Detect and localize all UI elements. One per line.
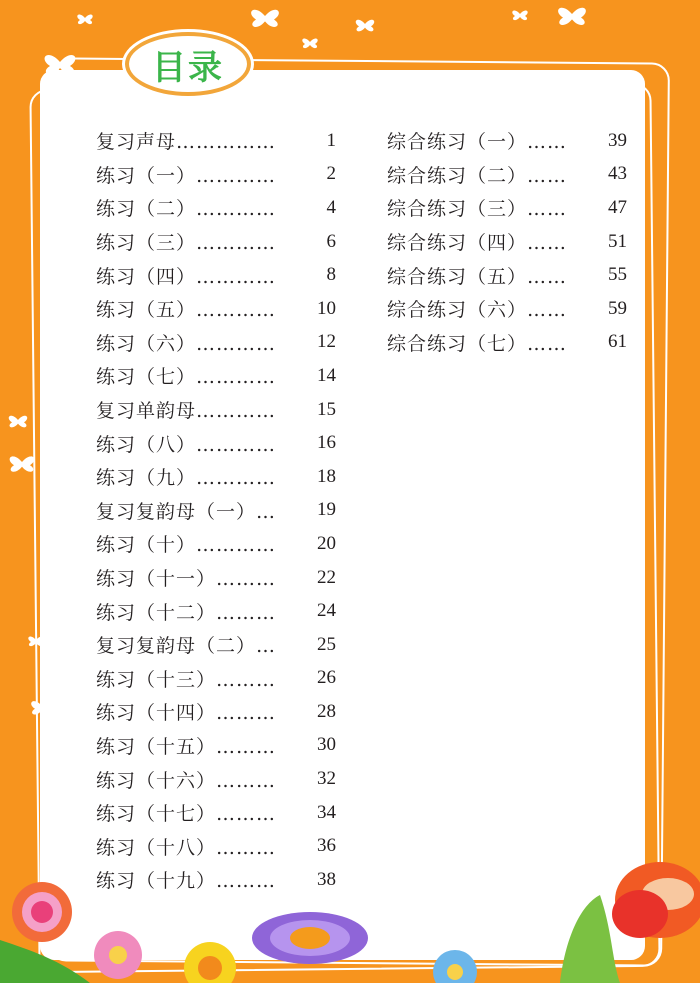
toc-entry-label: 练习（十九）……… — [96, 870, 277, 893]
toc-entry[interactable] — [96, 359, 336, 393]
toc-entry-label: 练习（四）………… — [96, 265, 277, 288]
toc-entry[interactable] — [96, 460, 336, 494]
toc-entry-page-number: 12 — [317, 331, 336, 353]
toc-entry-label: 综合练习（五）…… — [387, 265, 568, 288]
toc-entry-page-number: 32 — [317, 768, 336, 790]
toc-entry-page-number: 36 — [317, 835, 336, 857]
toc-entry-label: 练习（一）………… — [96, 164, 277, 187]
toc-entry-page-number: 8 — [326, 264, 336, 286]
toc-entry-page-number: 38 — [317, 868, 336, 890]
title-badge — [125, 32, 251, 96]
toc-entry-label: 复习复韵母（一）… — [96, 500, 277, 523]
toc-entry-page-number: 30 — [317, 734, 336, 756]
toc-entry-label: 练习（十）………… — [96, 534, 277, 557]
toc-entry-page-number: 20 — [317, 532, 336, 554]
toc-entry-page-number: 4 — [326, 196, 336, 218]
toc-entry-page-number: 10 — [317, 297, 336, 319]
toc-entry[interactable] — [96, 426, 336, 460]
toc-entry[interactable] — [96, 527, 336, 561]
toc-entry-label: 练习（十一）……… — [96, 568, 277, 591]
toc-column-left — [96, 124, 336, 897]
toc-entry-label: 练习（五）………… — [96, 299, 277, 322]
toc-entry[interactable] — [96, 662, 336, 696]
toc-entry-label: 综合练习（四）…… — [387, 232, 568, 255]
toc-entry[interactable] — [96, 796, 336, 830]
toc-entry-label: 练习（十三）……… — [96, 668, 277, 691]
toc-entry-label: 综合练习（六）…… — [387, 299, 568, 322]
toc-entry[interactable] — [387, 258, 627, 292]
toc-entry[interactable] — [96, 628, 336, 662]
toc-entry-page-number: 55 — [608, 264, 627, 286]
toc-entry-page-number: 1 — [326, 129, 336, 151]
toc-entry-page-number: 51 — [608, 230, 627, 252]
toc-entry-page-number: 34 — [317, 801, 336, 823]
toc-entry[interactable] — [96, 561, 336, 595]
toc-entry-page-number: 2 — [326, 163, 336, 185]
toc-entry-label: 综合练习（一）…… — [387, 131, 568, 154]
toc-entry-page-number: 14 — [317, 364, 336, 386]
toc-entry-label: 练习（二）………… — [96, 198, 277, 221]
toc-entry[interactable] — [96, 863, 336, 897]
toc-entry-label: 练习（十六）……… — [96, 769, 277, 792]
toc-entry-page-number: 24 — [317, 600, 336, 622]
toc-entry-label: 复习复韵母（二）… — [96, 635, 277, 658]
toc-entry[interactable] — [96, 326, 336, 360]
toc-entry-label: 练习（八）………… — [96, 433, 277, 456]
toc-entry[interactable] — [387, 225, 627, 259]
toc-entry-label: 练习（十七）……… — [96, 803, 277, 826]
toc-entry[interactable] — [96, 124, 336, 158]
toc-entry-page-number: 15 — [317, 398, 336, 420]
toc-entry[interactable] — [96, 292, 336, 326]
page-title: 目录 — [152, 47, 224, 88]
toc-entry-page-number: 16 — [317, 432, 336, 454]
toc-entry-label: 综合练习（三）…… — [387, 198, 568, 221]
toc-entry[interactable] — [96, 594, 336, 628]
toc-entry-page-number: 19 — [317, 499, 336, 521]
toc-entry-label: 练习（十四）……… — [96, 702, 277, 725]
toc-entry-page-number: 61 — [608, 331, 627, 353]
toc-entry[interactable] — [387, 124, 627, 158]
toc-entry[interactable] — [387, 191, 627, 225]
toc-entry[interactable] — [387, 292, 627, 326]
toc-entry-label: 复习声母…………… — [96, 131, 277, 154]
toc-entry-label: 练习（三）………… — [96, 232, 277, 255]
toc-entry-page-number: 47 — [608, 196, 627, 218]
toc-entry[interactable] — [96, 393, 336, 427]
toc-entry[interactable] — [96, 762, 336, 796]
toc-entry[interactable] — [96, 695, 336, 729]
toc-entry-page-number: 6 — [326, 230, 336, 252]
toc-entry[interactable] — [387, 326, 627, 360]
toc-entry[interactable] — [96, 191, 336, 225]
toc-entry-page-number: 26 — [317, 667, 336, 689]
toc-entry[interactable] — [96, 494, 336, 528]
toc-entry-page-number: 22 — [317, 566, 336, 588]
toc-entry-label: 复习单韵母………… — [96, 400, 277, 423]
toc-entry-page-number: 18 — [317, 465, 336, 487]
toc-entry[interactable] — [96, 258, 336, 292]
toc-entry-label: 练习（十五）……… — [96, 735, 277, 758]
toc-entry-label: 综合练习（二）…… — [387, 164, 568, 187]
toc-entry[interactable] — [96, 158, 336, 192]
toc-entry[interactable] — [96, 829, 336, 863]
toc-entry-label: 练习（七）………… — [96, 366, 277, 389]
toc-entry-label: 综合练习（七）…… — [387, 332, 568, 355]
toc-entry-label: 练习（九）………… — [96, 467, 277, 490]
toc-entry[interactable] — [96, 225, 336, 259]
toc-entry[interactable] — [96, 729, 336, 763]
toc-entry-label: 练习（十二）……… — [96, 601, 277, 624]
toc-entry-page-number: 39 — [608, 129, 627, 151]
toc-entry-page-number: 28 — [317, 700, 336, 722]
toc-entry-label: 练习（十八）……… — [96, 836, 277, 859]
toc-column-right — [387, 124, 627, 359]
toc-entry-page-number: 25 — [317, 633, 336, 655]
toc-entry[interactable] — [387, 158, 627, 192]
toc-entry-label: 练习（六）………… — [96, 332, 277, 355]
toc-entry-page-number: 43 — [608, 163, 627, 185]
toc-entry-page-number: 59 — [608, 297, 627, 319]
